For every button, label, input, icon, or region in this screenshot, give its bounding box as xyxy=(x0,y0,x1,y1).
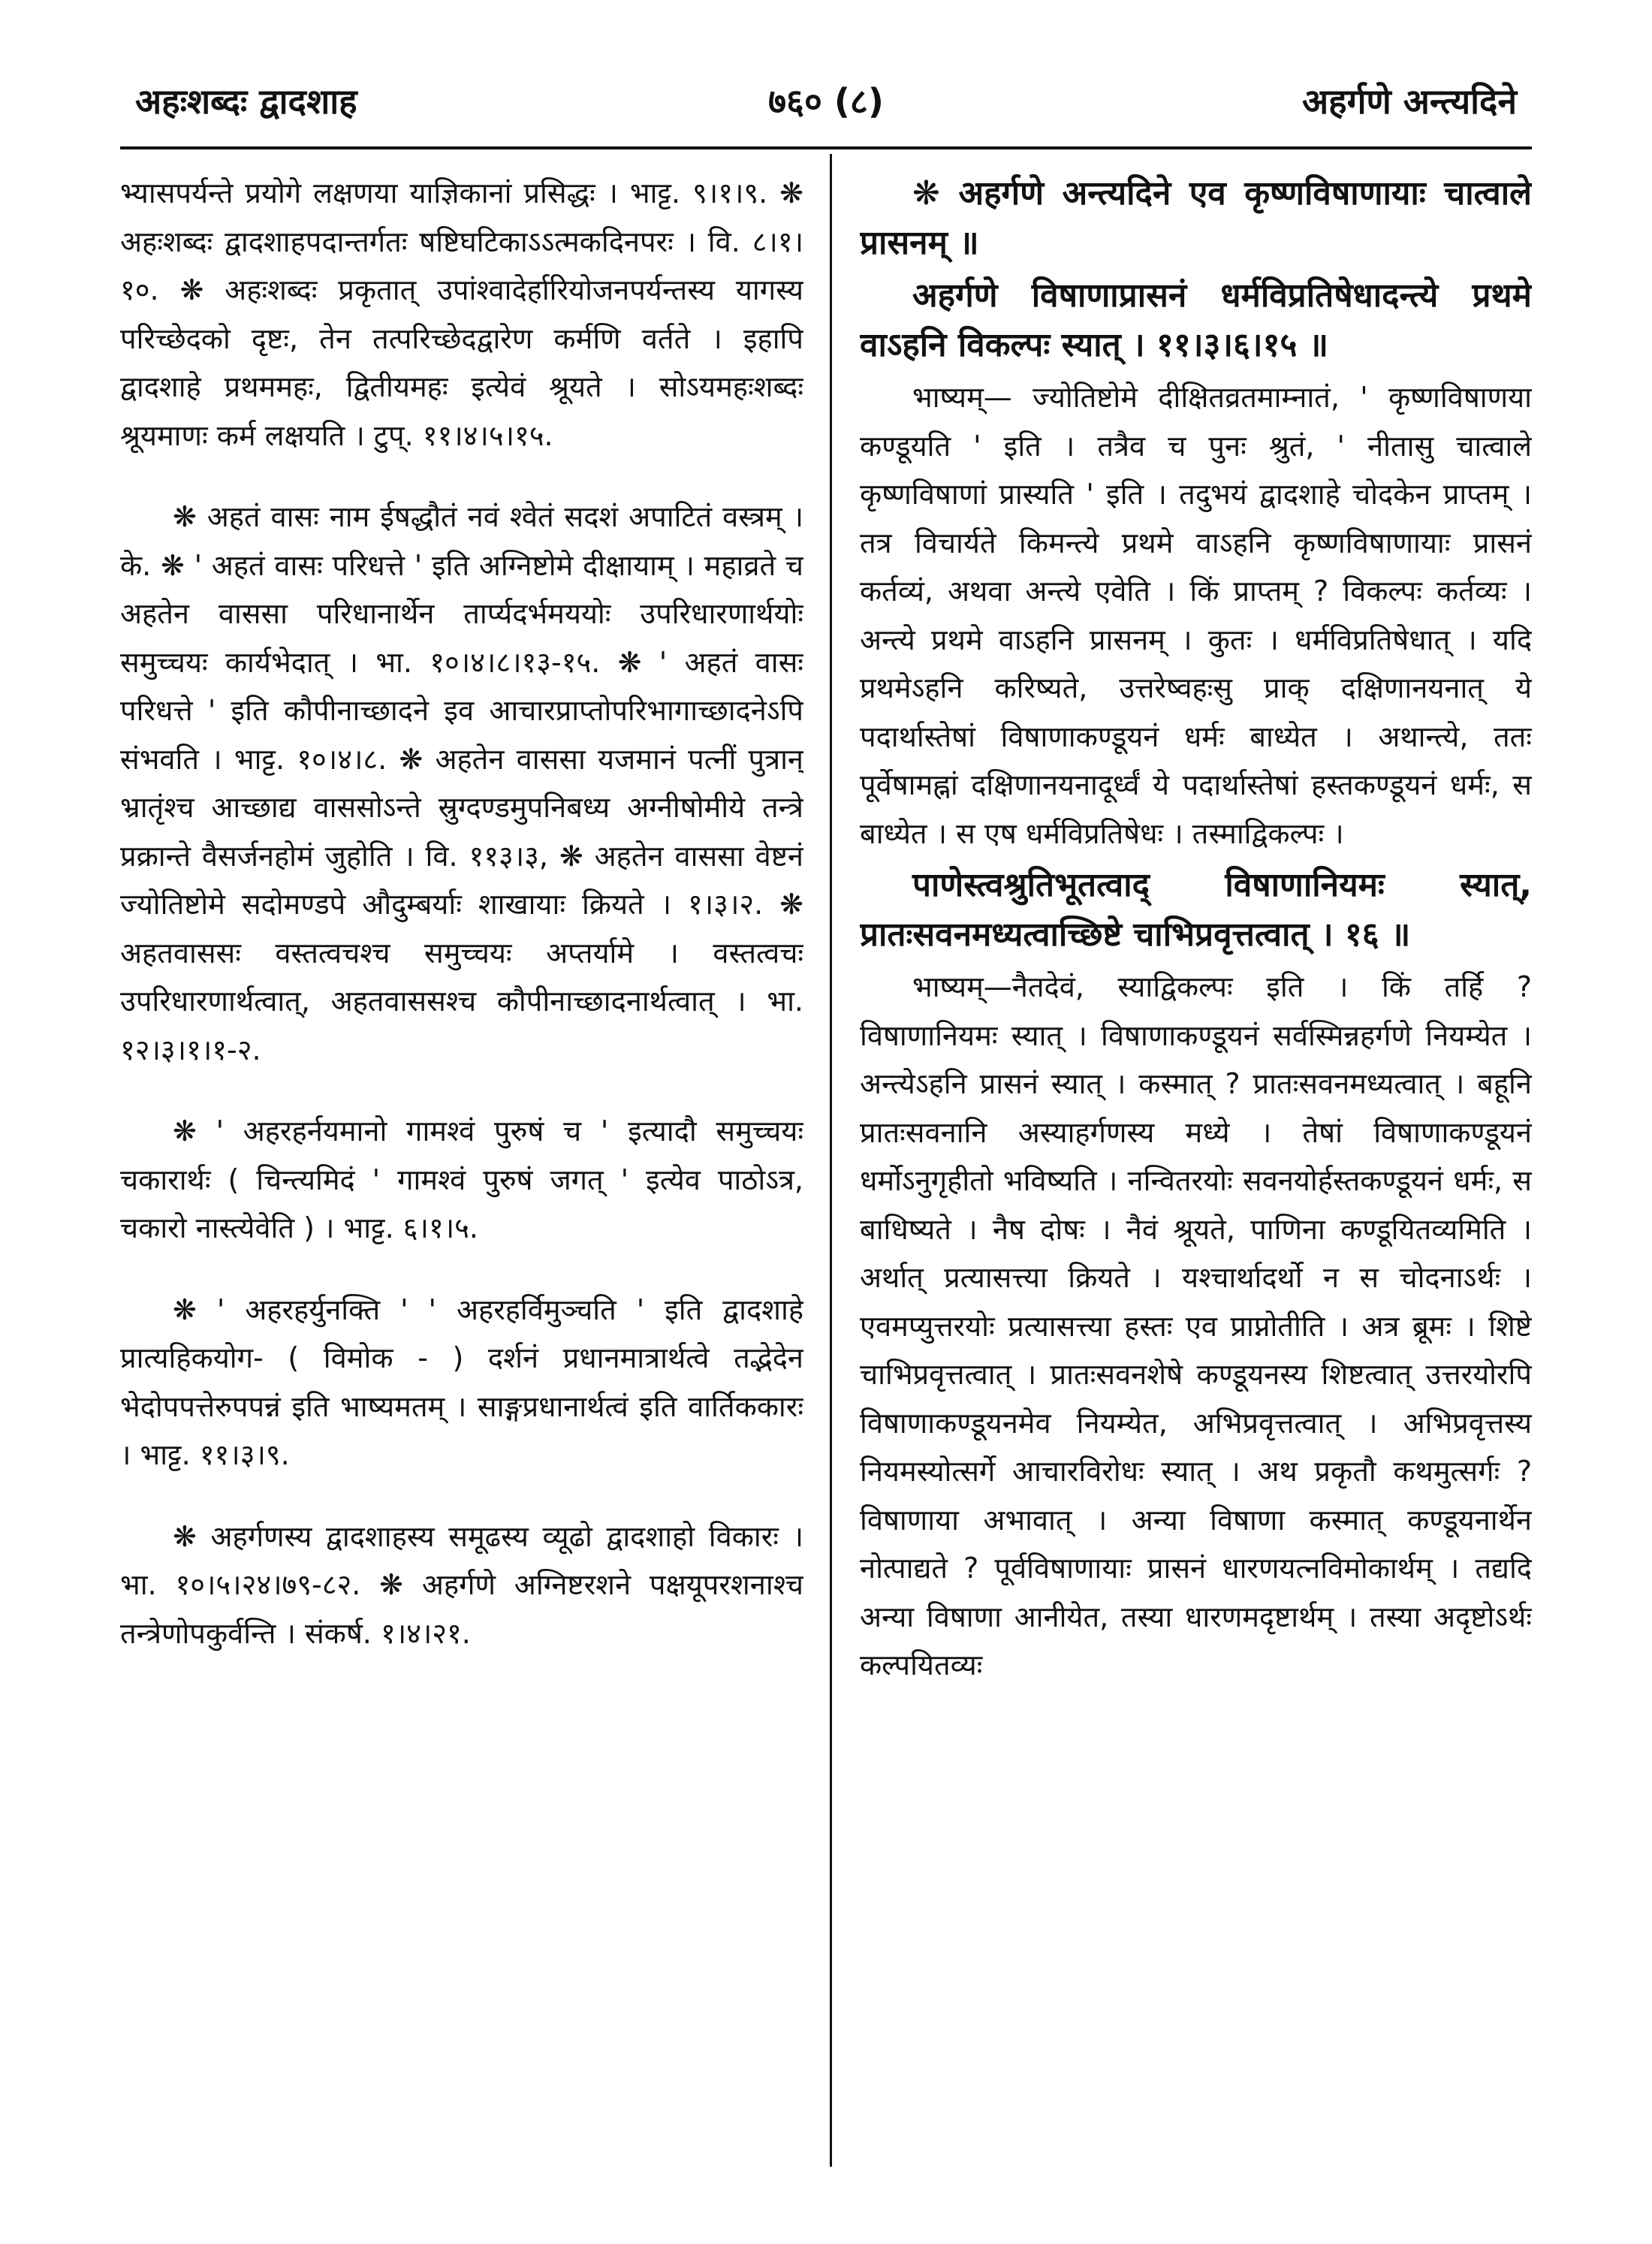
left-paragraph-1: भ्यासपर्यन्ते प्रयोगे लक्षणया याज्ञिकानां प्रसिद्धः । भाट्ट. ९।१।९. ❋ अहःशब्दः द्वादशाहपदान्तर्गतः षष्टिघटिकाऽऽत्मकदिनपरः । वि. ८।१।१०. ❋ अहःशब्दः प्रकृतात् उपांश्वादेर्हारियोजनपर्यन्तस्य यागस्य परिच्छेदको दृष्टः, तेन तत्परिच्छेदद्वारेण कर्मणि वर्तते । इहापि द्वादशाहे प्रथममहः, द्वितीयमहः इत्येवं श्रूयते । सोऽयमहःशब्दः श्रूयमाणः कर्म लक्षयति । टुप्. ११।४।५।१५. xyxy=(120,176,803,452)
sutra-15: अहर्गणे विषाणाप्रासनं धर्मविप्रतिषेधादन्त्ये प्रथमे वाऽहनि विकल्पः स्यात् । ११।३।६।१५ ॥ xyxy=(860,276,1532,364)
left-paragraph-3: ❋ ' अहरहर्नयमानो गामश्वं पुरुषं च ' इत्यादौ समुच्चयः चकारार्थः ( चिन्त्यमिदं ' गामश्वं पुरुषं जगत् ' इत्येव पाठोऽत्र, चकारो नास्त्येवेति ) । भाट्ट. ६।१।५. xyxy=(120,1114,803,1244)
left-paragraph-4: ❋ ' अहरहर्युनक्ति ' ' अहरहर्विमुञ्चति ' इति द्वादशाहे प्रात्यहिकयोग- ( विमोक - ) दर्शनं प्रधानमात्रार्थत्वे तद्भेदेन भेदोपपत्तेरुपपन्नं इति भाष्यमतम् । साङ्गप्रधानार्थत्वं इति वार्तिककारः । भाट्ट. ११।३।९. xyxy=(120,1292,803,1471)
left-paragraph-2: ❋ अहतं वासः नाम ईषद्धौतं नवं श्वेतं सदशं अपाटितं वस्त्रम् । के. ❋ ' अहतं वासः परिधत्ते ' इति अग्निष्टोमे दीक्षायाम् । महाव्रते च अहतेन वाससा परिधानार्थेन तार्प्यदर्भमययोः उपरिधारणार्थयोः समुच्चयः कार्यभेदात् । भा. १०।४।८।१३-१५. ❋ ' अहतं वासः परिधत्ते ' इति कौपीनाच्छादने इव आचारप्राप्तोपरिभागाच्छादनेऽपि संभवति । भाट्ट. १०।४।८. ❋ अहतेन वाससा यजमानं पत्नीं पुत्रान् भ्रातृंश्च आच्छाद्य वाससोऽन्ते स्रुग्दण्डमुपनिबध्य अग्नीषोमीये तन्त्रे प्रक्रान्ते वैसर्जनहोमं जुहोति । वि. ११३।३, ❋ अहतेन वाससा वेष्टनं ज्योतिष्टोमे सदोमण्डपे औदुम्बर्याः शाखायाः क्रियते । १।३।२. ❋ अहतवाससः वस्तत्वचश्च समुच्चयः अप्तर्यामे । वस्तत्वचः उपरिधारणार्थत्वात्, अहतवाससश्च कौपीनाच्छादनार्थत्वात् । भा. १२।३।१।१-२. xyxy=(120,500,803,1066)
header-right-title: अहर्गणे अन्त्यदिने xyxy=(1302,81,1517,122)
bhashya-15: भाष्यम्— ज्योतिष्टोमे दीक्षितव्रतमाम्नातं, ' कृष्णविषाणया कण्डूयति ' इति । तत्रैव च पुनः श्रुतं, ' नीतासु चात्वाले कृष्णविषाणां प्रास्यति ' इति । तदुभयं द्वादशाहे चोदकेन प्राप्तम् । तत्र विचार्यते किमन्त्ये प्रथमे वाऽहनि कृष्णविषाणायाः प्रासनं कर्तव्यं, अथवा अन्त्ये एवेति । किं प्राप्तम् ? विकल्पः कर्तव्यः । अन्त्ये प्रथमे वाऽहनि प्रासनम् । कुतः । धर्मविप्रतिषेधात् । यदि प्रथमेऽहनि करिष्यते, उत्तरेष्वहःसु प्राक् दक्षिणानयनात् ये पदार्थास्तेषां विषाणाकण्डूयनं धर्मः बाध्येत । अथान्त्ये, ततः पूर्वेषामह्नां दक्षिणानयनादूर्ध्वं ये पदार्थास्तेषां हस्तकण्डूयनं धर्मः, स बाध्येत । स एष धर्मविप्रतिषेधः । तस्माद्विकल्पः । xyxy=(860,381,1532,850)
right-column xyxy=(860,169,1532,2182)
left-paragraph-5: ❋ अहर्गणस्य द्वादशाहस्य समूढस्य व्यूढो द्वादशाहो विकारः । भा. १०।५।२४।७९-८२. ❋ अहर्गणे अग्निष्टरशने पक्षयूपरशनाश्च तन्त्रेणोपकुर्वन्ति । संकर्ष. १।४।२१. xyxy=(120,1519,803,1650)
page-header xyxy=(120,71,1532,149)
left-column xyxy=(120,169,803,2182)
bhashya-16: भाष्यम्—नैतदेवं, स्याद्विकल्पः इति । किं तर्हि ? विषाणानियमः स्यात् । विषाणाकण्डूयनं सर्वस्मिन्नहर्गणे नियम्येत । अन्त्येऽहनि प्रासनं स्यात् । कस्मात् ? प्रातःसवनमध्यत्वात् । बहूनि प्रातःसवनानि अस्याहर्गणस्य मध्ये । तेषां विषाणाकण्डूयनं धर्मोऽनुगृहीतो भविष्यति । नन्वितरयोः सवनयोर्हस्तकण्डूयनं धर्मः, स बाधिष्यते । नैष दोषः । नैवं श्रूयते, पाणिना कण्डूयितव्यमिति । अर्थात् प्रत्यासत्त्या क्रियते । यश्चार्थादर्थो न स चोदनाऽर्थः । एवमप्युत्तरयोः प्रत्यासत्त्या हस्तः एव प्राप्नोतीति । अत्र ब्रूमः । शिष्टे चाभिप्रवृत्तत्वात् । प्रातःसवनशेषे कण्डूयनस्य शिष्टत्वात् उत्तरयोरपि विषाणाकण्डूयनमेव नियम्येत, अभिप्रवृत्तत्वात् । अभिप्रवृत्तस्य नियमस्योत्सर्गे आचारविरोधः स्यात् । अथ प्रकृतौ कथमुत्सर्गः ? विषाणाया अभावात् । अन्या विषाणा कस्मात् कण्डूयनार्थेन नोत्पाद्यते ? पूर्वविषाणायाः प्रासनं धारणयत्नविमोकार्थम् । तद्यदि अन्या विषाणा आनीयेत, तस्या धारणमदृष्टार्थम् । तस्या अदृष्टोऽर्थः कल्पयितव्यः xyxy=(860,970,1532,1681)
sutra-16: पाणेस्त्वश्रुतिभूतत्वाद् विषाणानियमः स्यात्, प्रातःसवनमध्यत्वाच्छिष्टे चाभिप्रवृत्तत्वात् । १६ ॥ xyxy=(860,866,1532,954)
section-heading: ❋ अहर्गणे अन्त्यदिने एव कृष्णविषाणायाः चात्वाले प्रासनम् ॥ xyxy=(860,174,1532,262)
header-left-title: अहःशब्दः द्वादशाह xyxy=(135,81,357,122)
page-number: ७६० (८) xyxy=(768,81,884,122)
column-divider xyxy=(830,154,832,2167)
